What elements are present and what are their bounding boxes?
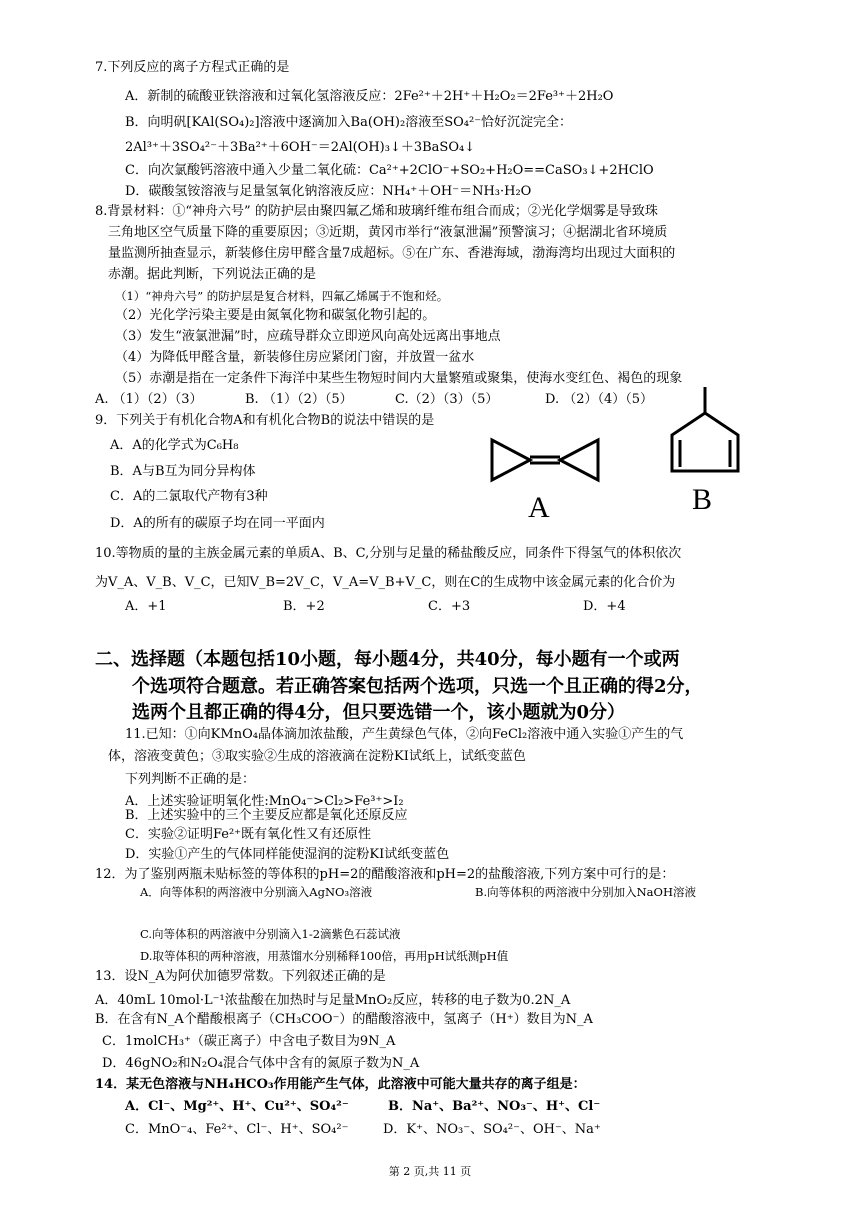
q13-option-d: D．46gNO₂和N₂O₄混合气体中含有的氮原子数为N_A [102,1056,420,1071]
q10-stem-line2: 为V_A、V_B、V_C，已知V_B=2V_C，V_A=V_B+V_C，则在C的生成物中该金属元素的化合价为 [95,575,676,590]
q10-option-d: D．+4 [583,599,626,614]
q8-stem-line3: 量监测所抽查显示，新装修住房甲醛含量7成超标。⑤在广东、香港海域，渤海湾均出现过大面积的 [108,246,676,261]
q7-option-c: C．向次氯酸钙溶液中通入少量二氧化硫：Ca²⁺+2ClO⁻+SO₂+H₂O==CaSO₃↓+2HClO [125,163,654,178]
q10-option-c: C．+3 [428,599,471,614]
q10-stem-line1: 10.等物质的量的主族金属元素的单质A、B、C,分别与足量的稀盐酸反应，同条件下得氢气的体积依次 [95,546,682,561]
q14-option-b: B．Na⁺、Ba²⁺、NO₃⁻、H⁺、Cl⁻ [388,1099,601,1114]
q14-option-d: D．K⁺、NO₃⁻、SO₄²⁻、OH⁻、Na⁺ [383,1122,601,1137]
q8-option-c: C.（2）（3）（5） [395,392,499,407]
section2-heading-line1: 二、选择题（本题包括10小题，每小题4分，共40分，每小题有一个或两 [95,649,680,670]
q8-item-4: （4）为降低甲醛含量，新装修住房应紧闭门窗，并放置一盆水 [115,350,475,365]
q11-stem-line1: 11.已知：①向KMnO₄晶体滴加浓盐酸，产生黄绿色气体，②向FeCl₂溶液中通入实验①产生的气 [125,727,684,742]
q13-option-a: A．40mL 10mol·L⁻¹浓盐酸在加热时与足量MnO₂反应，转移的电子数为0.2N_A [95,993,571,1008]
q7-option-d: D．碳酸氢铵溶液与足量氢氧化钠溶液反应：NH₄⁺＋OH⁻＝NH₃·H₂O [125,184,532,199]
molecule-a-structure [480,420,610,490]
q7-option-a: A．新制的硫酸亚铁溶液和过氧化氢溶液反应：2Fe²⁺＋2H⁺＋H₂O₂＝2Fe³⁺＋2H₂O [125,89,614,104]
q14-option-c: C．MnO⁻₄、Fe²⁺、Cl⁻、H⁺、SO₄²⁻ [125,1122,349,1137]
molecule-b-label: B [692,483,713,516]
q13-stem: 13．设N_A为阿伏加德罗常数。下列叙述正确的是 [95,969,386,984]
q10-option-a: A．+1 [125,599,167,614]
q8-stem-line4: 赤潮。据此判断，下列说法正确的是 [108,267,317,282]
q9-option-c: C．A的二氯取代产物有3种 [110,489,268,504]
molecule-b-structure [655,383,755,483]
q8-item-1: （1）“神舟六号” 的防护层是复合材料，四氟乙烯属于不饱和烃。 [115,289,449,303]
section2-heading-line3: 选两个且都正确的得4分，但只要选错一个，该小题就为0分） [132,702,626,723]
q9-option-d: D．A的所有的碳原子均在同一平面内 [110,516,325,531]
q12-stem: 12．为了鉴别两瓶未贴标签的等体积的pH=2的醋酸溶液和pH=2的盐酸溶液,下列方案中可行的是： [95,867,675,882]
molecule-a-label: A [528,491,550,524]
q12-option-a: A．向等体积的两溶液中分别滴入AgNO₃溶液 [140,885,373,899]
q8-item-3: （3）发生“液氯泄漏”时，应疏导群众立即逆风向高处远离出事地点 [115,329,501,344]
q11-stem-line3: 下列判断不正确的是： [125,772,256,787]
q11-option-c: C．实验②证明Fe²⁺既有氧化性又有还原性 [125,827,372,842]
q11-option-a: A．上述实验证明氧化性:MnO₄⁻>Cl₂>Fe³⁺>I₂ [125,794,404,809]
q12-option-b: B.向等体积的两溶液中分别加入NaOH溶液 [475,885,696,899]
q13-option-b: B．在含有N_A个醋酸根离子（CH₃COO⁻）的醋酸溶液中，氢离子（H⁺）数目为N_A [95,1012,593,1027]
section2-heading-line2: 个选项符合题意。若正确答案包括两个选项，只选一个且正确的得2分， [132,676,703,697]
q12-option-d: D.取等体积的两种溶液，用蒸馏水分别稀释100倍，再用pH试纸测pH值 [140,949,509,963]
q8-item-5: （5）赤潮是指在一定条件下海洋中某些生物短时间内大量繁殖或聚集，使海水变红色、褐色的现象 [115,371,683,386]
q9-option-a: A．A的化学式为C₆H₈ [110,438,239,453]
q11-option-b: B．上述实验中的三个主要反应都是氧化还原反应 [125,808,408,823]
q9-option-b: B．A与B互为同分异构体 [110,464,256,479]
q8-option-d: D. （2）（4）（5） [545,392,654,407]
q8-stem-line1: 8.背景材料：①“神舟六号” 的防护层由聚四氟乙烯和玻璃纤维布组合而成；②光化学烟雾是导致珠 [95,204,658,219]
q8-item-2: （2）光化学污染主要是由氮氧化物和碳氢化物引起的。 [115,308,436,323]
q14-stem: 14．某无色溶液与NH₄HCO₃作用能产生气体，此溶液中可能大量共存的离子组是： [95,1077,586,1092]
q7-option-b-equation: 2Al³⁺＋3SO₄²⁻＋3Ba²⁺＋6OH⁻＝2Al(OH)₃↓＋3BaSO₄↓ [125,140,476,155]
q10-option-b: B．+2 [283,599,325,614]
q11-stem-line2: 体，溶液变黄色；③取实验②生成的溶液滴在淀粉KI试纸上，试纸变蓝色 [108,749,526,764]
q13-option-c: C．1molCH₃⁺（碳正离子）中含电子数目为9N_A [102,1034,396,1049]
q9-stem: 9．下列关于有机化合物A和有机化合物B的说法中错误的是 [95,413,435,428]
q8-option-a: A. （1）（2）（3） [95,392,203,407]
q14-option-a: A．Cl⁻、Mg²⁺、H⁺、Cu²⁺、SO₄²⁻ [125,1099,349,1114]
page-number-footer: 第 2 页,共 11 页 [388,1165,472,1178]
q7-stem: 7.下列反应的离子方程式正确的是 [95,60,290,75]
q11-option-d: D．实验①产生的气体同样能使湿润的淀粉KI试纸变蓝色 [125,847,450,862]
q8-stem-line2: 三角地区空气质量下降的重要原因；③近期，黄冈市举行“液氯泄漏”预警演习；④据湖北省环境质 [108,225,668,240]
q7-option-b: B．向明矾[KAl(SO₄)₂]溶液中逐滴加入Ba(OH)₂溶液至SO₄²⁻恰好沉淀完全： [125,115,573,130]
q12-option-c: C.向等体积的两溶液中分别滴入1-2滴紫色石蕊试液 [140,927,401,941]
q8-option-b: B. （1）（2）（5） [245,392,353,407]
